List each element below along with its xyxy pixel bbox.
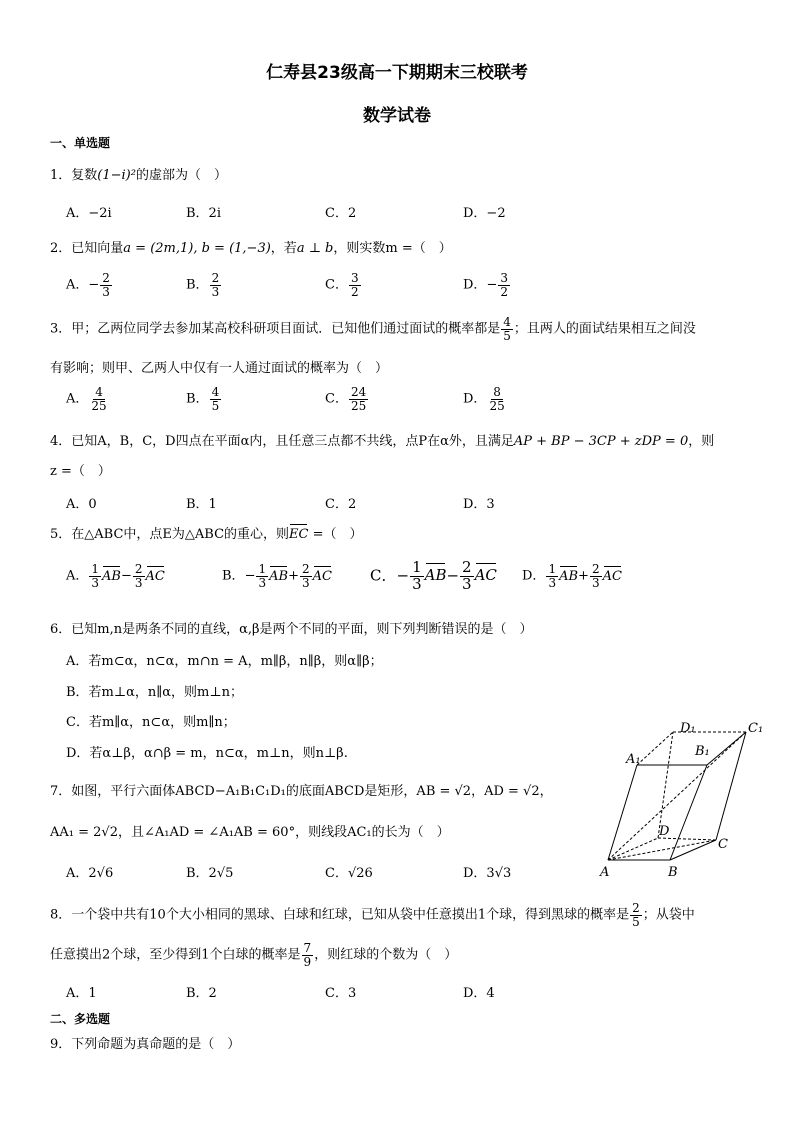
q6-option-c: C．若m∥α，n⊂α，则m∥n； <box>66 715 236 730</box>
q1-expression: (1−i)² <box>97 168 136 183</box>
q2-vectors: a = (2m,1), b = (1,−3) <box>123 241 271 256</box>
question-4: 4．已知A，B，C，D四点在平面α内，且任意三点都不共线，点P在α外，且满足AP + BP − 3CP + zDP = 0，则 <box>50 434 715 449</box>
question-8: 8．一个袋中共有10个大小相同的黑球、白球和红球，已知从袋中任意摸出1个球，得到黑球的概率是 $\frac{2}{5}$ ；从袋中 <box>50 901 695 929</box>
q2-option-d: D．− $\frac{3}{2}$ <box>463 271 508 299</box>
section-heading: 一、单选题 <box>50 136 111 150</box>
page-subtitle: 数学试卷 <box>363 106 431 126</box>
q6-option-a: A．若m⊂α，n⊂α，m∩n = A，m∥β，n∥β，则α∥β； <box>66 654 383 669</box>
parallelepiped-figure <box>598 718 778 880</box>
label-a1: A₁ <box>626 752 641 767</box>
page-title: 仁寿县23级高一下期期末三校联考 <box>266 63 528 83</box>
question-8-line-2: 任意摸出2个球，至少得到1个白球的概率是 $\frac{7}{9}$ ，则红球的个数为（ ） <box>50 941 458 969</box>
diagonal-ac <box>608 840 716 860</box>
q5-vector: EC <box>289 523 308 542</box>
q1-option-a: A．−2i <box>66 206 112 221</box>
q1-option-b: B．2i <box>186 206 221 221</box>
q4-option-c: C．2 <box>325 497 357 512</box>
edge-ad <box>608 838 658 860</box>
label-a: A <box>600 865 610 880</box>
q8-option-c: C．3 <box>325 986 357 1001</box>
q4-option-d: D．3 <box>463 497 495 512</box>
q3-option-a: A． $\frac{4}{25}$ <box>66 385 107 413</box>
edge-dd1 <box>658 732 673 838</box>
q4-option-b: B．1 <box>186 497 217 512</box>
question-5: 5．在△ABC中，点E为△ABC的重心，则EC =（ ） <box>50 523 362 542</box>
question-6: 6．已知m,n是两条不同的直线，α,β是两个不同的平面，则下列判断错误的是（ ） <box>50 622 533 637</box>
label-b1: B₁ <box>695 744 710 759</box>
question-4-line-2: z =（ ） <box>50 464 111 479</box>
label-d1: D₁ <box>680 721 696 736</box>
q7-option-d: D．3√3 <box>463 866 512 881</box>
label-b: B <box>668 865 678 880</box>
label-d: D <box>659 824 670 839</box>
label-c: C <box>718 837 728 852</box>
edge-a1d1 <box>637 732 673 765</box>
q8-option-a: A．1 <box>66 986 97 1001</box>
edge-bb1 <box>670 765 707 860</box>
q3-option-b: B． $\frac{4}{5}$ <box>186 385 220 413</box>
q7-option-c: C．√26 <box>325 866 373 881</box>
q5-option-a: A． $\frac{1}{3}$ AB− $\frac{2}{3}$ AC <box>66 562 165 590</box>
q3-option-c: C． $\frac{24}{25}$ <box>325 385 367 413</box>
q1-option-d: D．−2 <box>463 206 506 221</box>
section-heading-2: 二、多选题 <box>50 1012 111 1026</box>
question-3-line-2: 有影响；则甲、乙两人中仅有一人通过面试的概率为（ ） <box>50 361 389 376</box>
question-2: 2．已知向量a = (2m,1), b = (1,−3)，若a ⊥ b，则实数m =（ ） <box>50 241 452 256</box>
q2-option-b: B． $\frac{2}{3}$ <box>186 271 220 299</box>
label-c1: C₁ <box>748 721 764 736</box>
q4-option-a: A．0 <box>66 497 97 512</box>
q5-option-b: B．− $\frac{1}{3}$ AB+ $\frac{2}{3}$ AC <box>222 562 332 590</box>
question-3: 3．甲；乙两位同学去参加某高校科研项目面试．已知他们通过面试的概率都是 $\frac{4}{5}$ ；且两人的面试结果相互之间没 <box>50 315 696 343</box>
q5-option-d: D． $\frac{1}{3}$ AB+ $\frac{2}{3}$ AC <box>522 562 622 590</box>
question-7-line-2: AA₁ = 2√2，且∠A₁AD = ∠A₁AB = 60°，则线段AC₁的长为（ ） <box>50 825 450 840</box>
question-1: 1．复数(1−i)²的虚部为（ ） <box>50 168 227 183</box>
q6-option-d: D．若α⊥β，α∩β = m，n⊂α，m⊥n，则n⊥β. <box>66 746 348 761</box>
q7-option-a: A．2√6 <box>66 866 114 881</box>
q8-option-d: D．4 <box>463 986 495 1001</box>
q8-option-b: B．2 <box>186 986 217 1001</box>
q7-option-b: B．2√5 <box>186 866 234 881</box>
edge-aa1 <box>608 765 637 860</box>
edge-cc1 <box>716 732 746 840</box>
q5-option-c: C．− $\frac{1}{3}$ AB− $\frac{2}{3}$ AC <box>370 558 497 593</box>
q1-option-c: C．2 <box>325 206 357 221</box>
q6-option-b: B．若m⊥α，n∥α，则m⊥n； <box>66 685 243 700</box>
q2-option-c: C． $\frac{3}{2}$ <box>325 271 359 299</box>
question-7: 7．如图，平行六面体ABCD−A₁B₁C₁D₁的底面ABCD是矩形，AB = √2，AD = √2， <box>50 784 553 799</box>
q3-option-d: D． $\frac{8}{25}$ <box>463 385 505 413</box>
question-9: 9．下列命题为真命题的是（ ） <box>50 1037 241 1052</box>
q2-option-a: A．− $\frac{2}{3}$ <box>66 271 110 299</box>
q2-condition: a ⊥ b <box>296 241 334 256</box>
q4-vector-equation: AP + BP − 3CP + zDP = 0 <box>513 434 689 449</box>
